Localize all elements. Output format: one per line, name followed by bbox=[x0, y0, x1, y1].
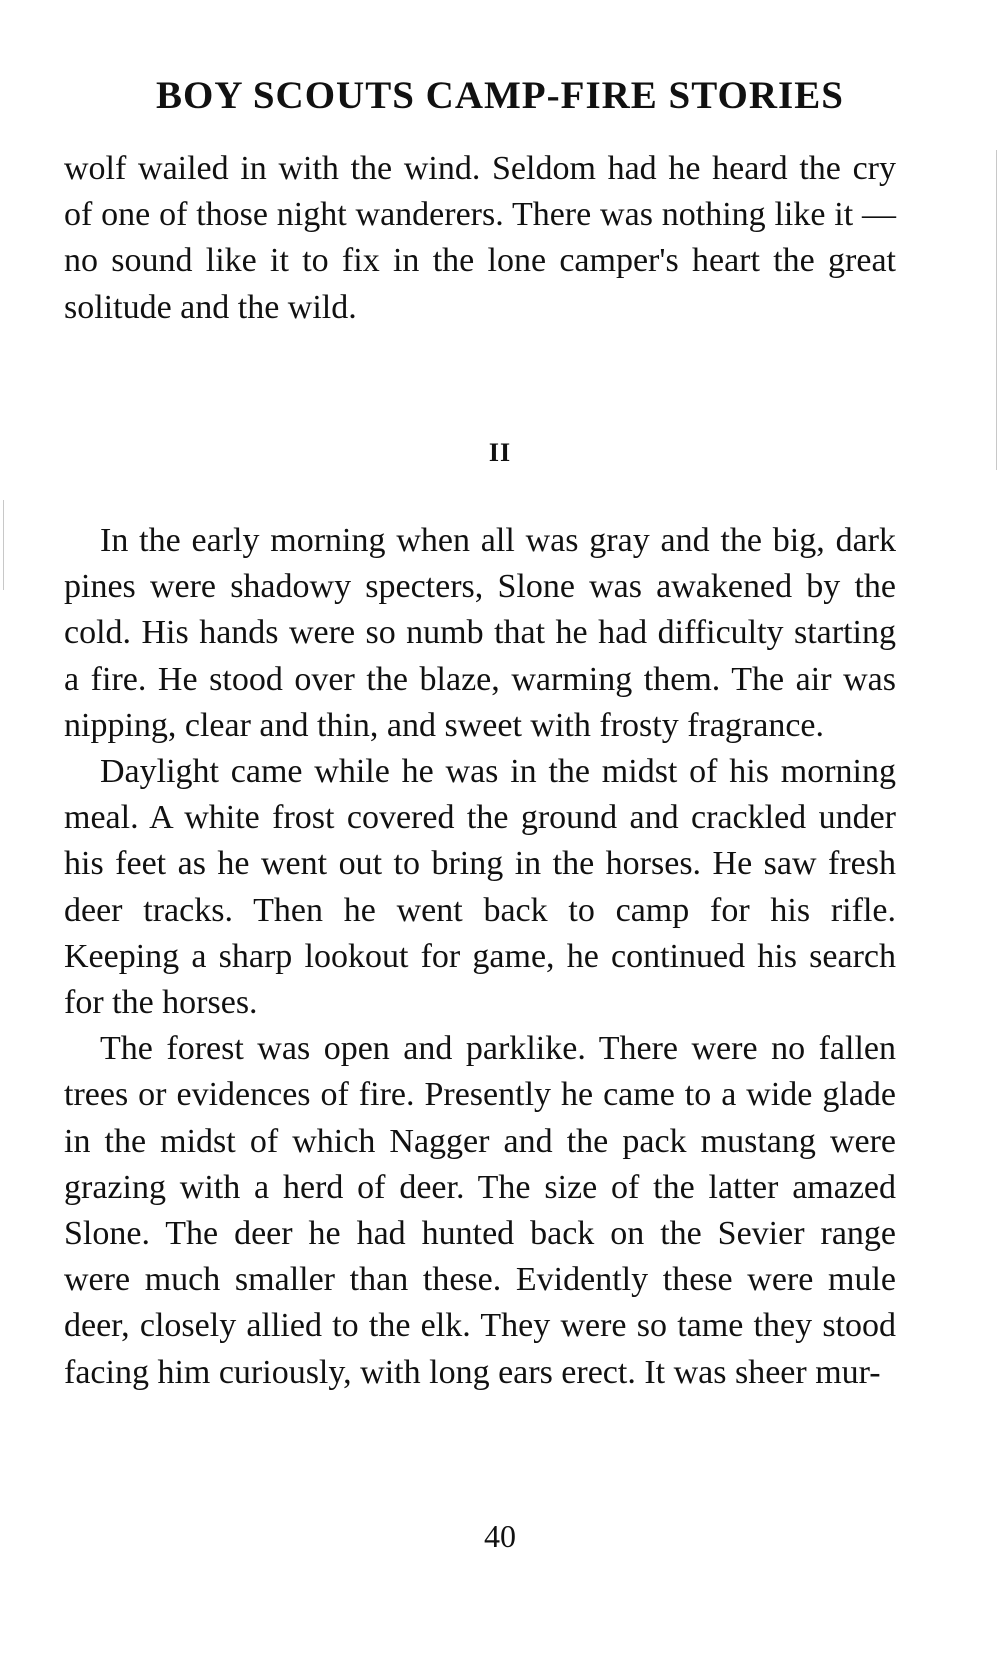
section-number: II bbox=[488, 438, 512, 467]
page-edge-line bbox=[996, 150, 997, 470]
running-head: BOY SCOUTS CAMP-FIRE STORIES bbox=[156, 74, 844, 117]
paragraph: In the early morning when all was gray and the big, dark pines were shadowy specters, Slone was awakened by the cold. His hands were so numb that he had difficulty starting a fire. He stood over the blaze, warming them. The air was nipping, clear and thin, and sweet with frosty fragrance. bbox=[64, 522, 896, 744]
paragraph: The forest was open and parklike. There were no fallen trees or evidences of fire. Presently he came to a wide glade in the midst of which Nagger and the pack mustang were grazing with a herd of deer. The size of the latter amazed Slone. The deer he had hunted back on the Sevier range were much smaller than these. Evidently these were mule deer, closely allied to the elk. They were so tame they stood facing him curiously, with long ears erect. It was sheer mur- bbox=[64, 1030, 896, 1391]
paragraph: wolf wailed in with the wind. Seldom had he heard the cry of one of those night wanderers. There was nothing like it — no sound like it to fix in the lone camper's heart the great solitude and the wild. bbox=[64, 150, 896, 326]
page-edge-line bbox=[3, 500, 4, 590]
text-block-top bbox=[64, 146, 896, 331]
text-block-main bbox=[64, 518, 896, 1396]
page-number: 40 bbox=[484, 1518, 516, 1554]
paragraph: Daylight came while he was in the midst of his morning meal. A white frost covered the ground and crackled under his feet as he went out to bring in the horses. He saw fresh deer tracks. Then he went back to camp for his rifle. Keeping a sharp lookout for game, he continued his search for the horses. bbox=[64, 753, 896, 1022]
